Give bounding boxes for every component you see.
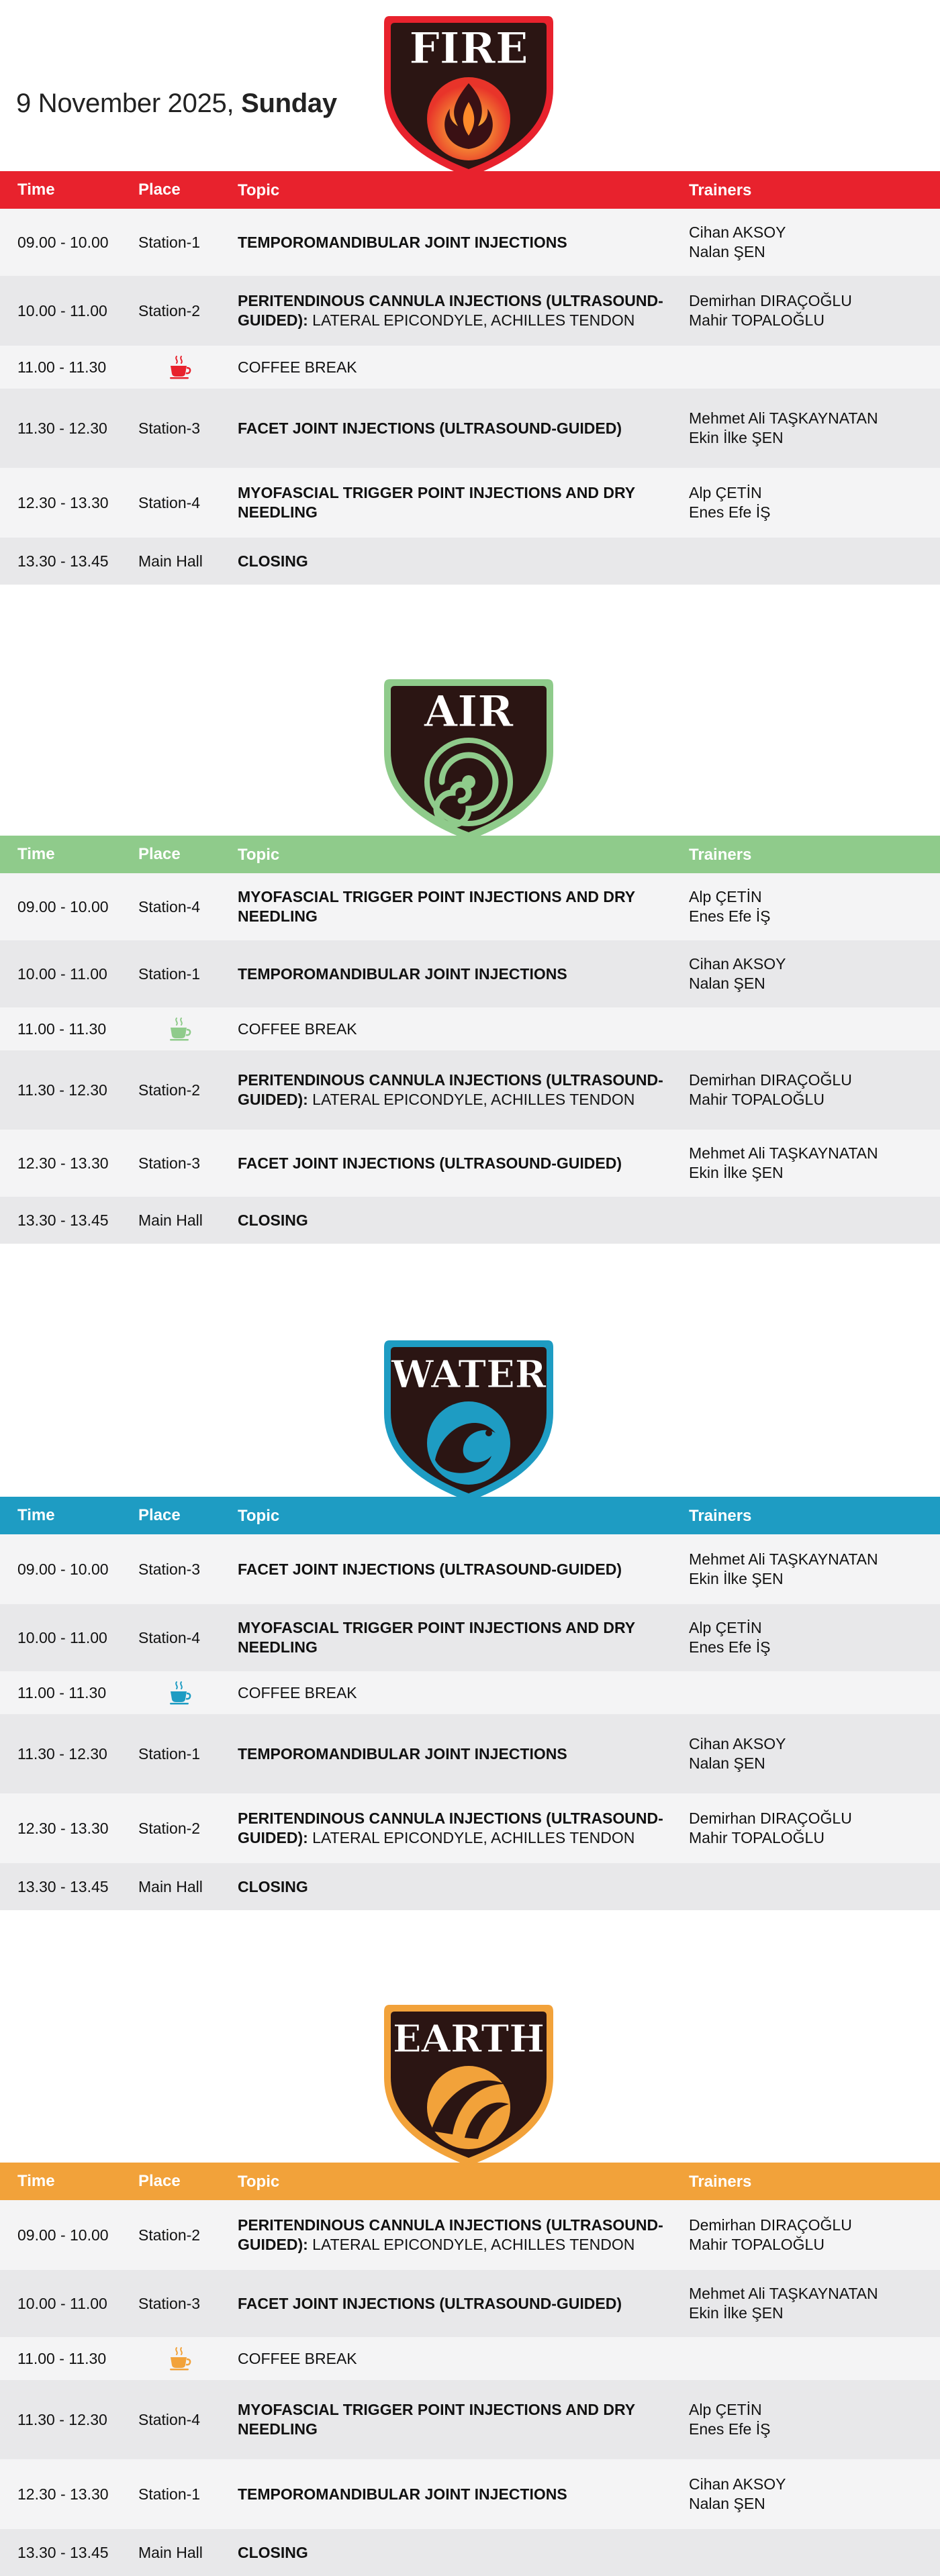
table-row (0, 276, 940, 346)
place-cell (138, 1679, 238, 1706)
topic-cell (238, 1618, 689, 1657)
topic-cell (238, 887, 689, 926)
topic-bold: MYOFASCIAL TRIGGER POINT INJECTIONS AND DRY NEEDLING (238, 888, 635, 925)
place-cell: Station-4 (138, 897, 201, 915)
topic-bold: TEMPOROMANDIBULAR JOINT INJECTIONS (238, 233, 567, 251)
air-table-body (0, 873, 940, 1244)
table-row (0, 468, 940, 538)
date-heading (16, 89, 337, 119)
table-row (0, 1197, 940, 1244)
topic-bold: CLOSING (238, 2543, 308, 2561)
trainer-name: Demirhan DIRAÇOĞLU (689, 1071, 852, 1089)
table-row (0, 1604, 940, 1671)
trainer-name: Demirhan DIRAÇOĞLU (689, 292, 852, 309)
emblem-title: WATER (391, 1352, 547, 1397)
trainer-name: Mahir TOPALOĞLU (689, 311, 825, 329)
earth-schedule-table (0, 2163, 940, 2576)
trainers-cell (689, 1809, 940, 1848)
trainers-cell (689, 887, 940, 926)
topic-cell (238, 552, 689, 571)
fire-table-body (0, 209, 940, 585)
topic-bold: PERITENDINOUS CANNULA INJECTIONS (ULTRASOUND-GUIDED): (238, 1810, 663, 1846)
day-text: Sunday (241, 89, 337, 118)
earth-emblem-logo (377, 1997, 560, 2171)
coffee-cup-icon (167, 2345, 193, 2372)
trainers-cell (689, 2216, 940, 2255)
trainers-cell (689, 1071, 940, 1109)
earth-table-header (0, 2163, 940, 2200)
air-table-header (0, 836, 940, 873)
time-cell: 11.30 - 12.30 (17, 419, 107, 437)
header-time: Time (17, 181, 55, 199)
header-trainers: Trainers (689, 1506, 752, 1525)
trainer-name: Ekin İlke ŞEN (689, 1164, 784, 1181)
place-cell: Station-2 (138, 1819, 201, 1837)
topic-cell (238, 419, 689, 438)
table-row (0, 1130, 940, 1197)
trainer-name: Ekin İlke ŞEN (689, 1570, 784, 1587)
place-cell: Station-1 (138, 233, 201, 251)
trainer-name: Nalan ŞEN (689, 1754, 765, 1772)
topic-text: LATERAL EPICONDYLE, ACHILLES TENDON (308, 2236, 635, 2253)
header-topic: Topic (238, 2172, 280, 2191)
trainer-name: Mehmet Ali TAŞKAYNATAN (689, 409, 878, 427)
topic-text: COFFEE BREAK (238, 1020, 357, 1038)
trainer-name: Demirhan DIRAÇOĞLU (689, 2216, 852, 2234)
topic-cell (238, 1020, 689, 1039)
topic-cell (238, 1744, 689, 1764)
place-cell: Station-2 (138, 2226, 201, 2244)
time-cell: 13.30 - 13.45 (17, 2543, 109, 2561)
topic-cell (238, 1154, 689, 1173)
time-cell: 11.00 - 11.30 (17, 2349, 107, 2367)
time-cell: 12.30 - 13.30 (17, 2485, 109, 2503)
trainers-cell (689, 2400, 940, 2439)
topic-bold: FACET JOINT INJECTIONS (ULTRASOUND-GUIDED) (238, 1154, 622, 1172)
topic-cell (238, 1211, 689, 1230)
table-row (0, 209, 940, 276)
time-cell: 10.00 - 11.00 (17, 964, 107, 983)
topic-cell (238, 2294, 689, 2314)
topic-cell (238, 2485, 689, 2504)
topic-bold: PERITENDINOUS CANNULA INJECTIONS (ULTRASOUND-GUIDED): (238, 1071, 663, 1108)
topic-bold: FACET JOINT INJECTIONS (ULTRASOUND-GUIDED) (238, 419, 622, 437)
topic-text: COFFEE BREAK (238, 358, 357, 376)
time-cell: 10.00 - 11.00 (17, 301, 107, 319)
time-cell: 10.00 - 11.00 (17, 2294, 107, 2312)
time-cell: 13.30 - 13.45 (17, 1877, 109, 1895)
table-row (0, 1534, 940, 1604)
date-text: 9 November 2025, (16, 89, 234, 118)
topic-cell (238, 1560, 689, 1579)
header-topic: Topic (238, 181, 280, 199)
trainer-name: Nalan ŞEN (689, 975, 765, 992)
trainer-name: Mahir TOPALOĞLU (689, 1829, 825, 1846)
time-cell: 11.30 - 12.30 (17, 1744, 107, 1763)
topic-cell (238, 483, 689, 522)
time-cell: 12.30 - 13.30 (17, 493, 109, 511)
emblem-title: AIR (424, 687, 514, 737)
emblem-title: FIRE (409, 23, 528, 74)
trainers-cell (689, 2284, 940, 2323)
header-time: Time (17, 2172, 55, 2190)
place-cell: Station-4 (138, 493, 201, 511)
header-time: Time (17, 845, 55, 863)
topic-cell (238, 964, 689, 984)
place-cell: Station-4 (138, 2410, 201, 2428)
trainer-name: Enes Efe İŞ (689, 1638, 771, 1656)
table-row (0, 2380, 940, 2459)
emblem-title: EARTH (392, 2017, 545, 2061)
trainer-name: Demirhan DIRAÇOĞLU (689, 1810, 852, 1827)
time-cell: 13.30 - 13.45 (17, 552, 109, 570)
place-cell: Station-1 (138, 964, 201, 983)
trainers-cell (689, 1734, 940, 1773)
table-row (0, 1793, 940, 1863)
header-trainers: Trainers (689, 845, 752, 864)
place-cell: Station-1 (138, 2485, 201, 2503)
trainer-name: Mehmet Ali TAŞKAYNATAN (689, 1144, 878, 1162)
time-cell: 13.30 - 13.45 (17, 1211, 109, 1229)
water-table-header (0, 1497, 940, 1534)
air-emblem-logo (377, 671, 560, 846)
header-place: Place (138, 2172, 181, 2190)
topic-text: COFFEE BREAK (238, 2349, 357, 2367)
trainer-name: Nalan ŞEN (689, 2495, 765, 2512)
table-row (0, 2270, 940, 2337)
topic-cell (238, 2349, 689, 2369)
time-cell: 11.00 - 11.30 (17, 1020, 107, 1038)
header-topic: Topic (238, 845, 280, 864)
topic-cell (238, 1071, 689, 1109)
time-cell: 09.00 - 10.00 (17, 897, 109, 915)
place-cell (138, 2345, 238, 2372)
topic-bold: CLOSING (238, 552, 308, 570)
header-topic: Topic (238, 1506, 280, 1525)
place-cell: Station-3 (138, 2294, 201, 2312)
topic-bold: CLOSING (238, 1877, 308, 1895)
trainers-cell (689, 1550, 940, 1589)
trainer-name: Cihan AKSOY (689, 224, 786, 241)
fire-emblem-logo (377, 8, 560, 183)
place-cell: Station-3 (138, 1560, 201, 1578)
trainer-name: Mehmet Ali TAŞKAYNATAN (689, 1550, 878, 1568)
fire-schedule-table (0, 171, 940, 585)
topic-bold: MYOFASCIAL TRIGGER POINT INJECTIONS AND DRY NEEDLING (238, 484, 635, 521)
table-row (0, 1863, 940, 1910)
table-row (0, 2200, 940, 2270)
header-place: Place (138, 845, 181, 863)
place-cell: Station-2 (138, 301, 201, 319)
earth-table-body (0, 2200, 940, 2576)
time-cell: 12.30 - 13.30 (17, 1154, 109, 1172)
topic-bold: TEMPOROMANDIBULAR JOINT INJECTIONS (238, 964, 567, 983)
topic-cell (238, 1809, 689, 1848)
place-cell: Station-3 (138, 419, 201, 437)
time-cell: 09.00 - 10.00 (17, 2226, 109, 2244)
topic-bold: FACET JOINT INJECTIONS (ULTRASOUND-GUIDED) (238, 2294, 622, 2312)
place-cell: Main Hall (138, 2543, 203, 2561)
water-schedule-table (0, 1497, 940, 1910)
trainer-name: Enes Efe İŞ (689, 2420, 771, 2438)
trainers-cell (689, 1618, 940, 1657)
place-cell: Main Hall (138, 552, 203, 570)
place-cell: Station-1 (138, 1744, 201, 1763)
topic-cell (238, 358, 689, 377)
topic-bold: PERITENDINOUS CANNULA INJECTIONS (ULTRASOUND-GUIDED): (238, 292, 663, 329)
trainers-cell (689, 1144, 940, 1183)
trainer-name: Alp ÇETİN (689, 888, 762, 905)
topic-bold: TEMPOROMANDIBULAR JOINT INJECTIONS (238, 1744, 567, 1763)
topic-cell (238, 2543, 689, 2563)
topic-bold: FACET JOINT INJECTIONS (ULTRASOUND-GUIDED) (238, 1560, 622, 1578)
place-cell (138, 354, 238, 381)
coffee-cup-icon (167, 354, 193, 381)
topic-cell (238, 2216, 689, 2255)
trainer-name: Alp ÇETİN (689, 1619, 762, 1636)
trainer-name: Mahir TOPALOĞLU (689, 1091, 825, 1108)
trainer-name: Cihan AKSOY (689, 955, 786, 973)
trainer-name: Enes Efe İŞ (689, 503, 771, 521)
coffee-cup-icon (167, 1015, 193, 1042)
trainer-name: Cihan AKSOY (689, 2475, 786, 2493)
trainers-cell (689, 2475, 940, 2514)
table-row (0, 940, 940, 1007)
table-row (0, 1007, 940, 1050)
trainers-cell (689, 223, 940, 262)
table-row (0, 346, 940, 389)
topic-text: LATERAL EPICONDYLE, ACHILLES TENDON (308, 311, 635, 329)
header-trainers: Trainers (689, 2172, 752, 2191)
topic-bold: MYOFASCIAL TRIGGER POINT INJECTIONS AND DRY NEEDLING (238, 1619, 635, 1656)
header-trainers: Trainers (689, 181, 752, 199)
topic-text: COFFEE BREAK (238, 1683, 357, 1701)
trainer-name: Mahir TOPALOĞLU (689, 2236, 825, 2253)
table-row (0, 1671, 940, 1714)
topic-bold: PERITENDINOUS CANNULA INJECTIONS (ULTRASOUND-GUIDED): (238, 2216, 663, 2253)
topic-text: LATERAL EPICONDYLE, ACHILLES TENDON (308, 1829, 635, 1846)
water-table-body (0, 1534, 940, 1910)
coffee-cup-icon (167, 1679, 193, 1706)
time-cell: 11.30 - 12.30 (17, 2410, 107, 2428)
trainers-cell (689, 954, 940, 993)
topic-cell (238, 291, 689, 330)
topic-cell (238, 1683, 689, 1703)
trainers-cell (689, 483, 940, 522)
topic-bold: MYOFASCIAL TRIGGER POINT INJECTIONS AND DRY NEEDLING (238, 2401, 635, 2438)
time-cell: 11.00 - 11.30 (17, 358, 107, 376)
table-row (0, 2337, 940, 2380)
place-cell: Station-4 (138, 1628, 201, 1646)
topic-cell (238, 1877, 689, 1897)
place-cell: Main Hall (138, 1877, 203, 1895)
place-cell: Station-3 (138, 1154, 201, 1172)
air-schedule-table (0, 836, 940, 1244)
fire-table-header (0, 171, 940, 209)
table-row (0, 2529, 940, 2576)
trainer-name: Alp ÇETİN (689, 2401, 762, 2418)
table-row (0, 873, 940, 940)
table-row (0, 2459, 940, 2529)
trainer-name: Nalan ŞEN (689, 243, 765, 260)
trainers-cell (689, 291, 940, 330)
time-cell: 11.30 - 12.30 (17, 1081, 107, 1099)
topic-cell (238, 2400, 689, 2439)
header-place: Place (138, 1506, 181, 1524)
trainer-name: Ekin İlke ŞEN (689, 429, 784, 446)
time-cell: 10.00 - 11.00 (17, 1628, 107, 1646)
trainer-name: Mehmet Ali TAŞKAYNATAN (689, 2285, 878, 2302)
place-cell: Main Hall (138, 1211, 203, 1229)
trainer-name: Cihan AKSOY (689, 1735, 786, 1752)
table-row (0, 1050, 940, 1130)
table-row (0, 538, 940, 585)
time-cell: 12.30 - 13.30 (17, 1819, 109, 1837)
place-cell (138, 1015, 238, 1042)
place-cell: Station-2 (138, 1081, 201, 1099)
time-cell: 11.00 - 11.30 (17, 1683, 107, 1701)
water-emblem-logo (377, 1332, 560, 1507)
table-row (0, 1714, 940, 1793)
time-cell: 09.00 - 10.00 (17, 233, 109, 251)
time-cell: 09.00 - 10.00 (17, 1560, 109, 1578)
header-time: Time (17, 1506, 55, 1524)
topic-cell (238, 233, 689, 252)
header-place: Place (138, 181, 181, 199)
topic-text: LATERAL EPICONDYLE, ACHILLES TENDON (308, 1091, 635, 1108)
topic-bold: TEMPOROMANDIBULAR JOINT INJECTIONS (238, 2485, 567, 2503)
table-row (0, 389, 940, 468)
trainer-name: Alp ÇETİN (689, 484, 762, 501)
trainer-name: Enes Efe İŞ (689, 907, 771, 925)
topic-bold: CLOSING (238, 1211, 308, 1229)
trainers-cell (689, 409, 940, 448)
trainer-name: Ekin İlke ŞEN (689, 2304, 784, 2322)
